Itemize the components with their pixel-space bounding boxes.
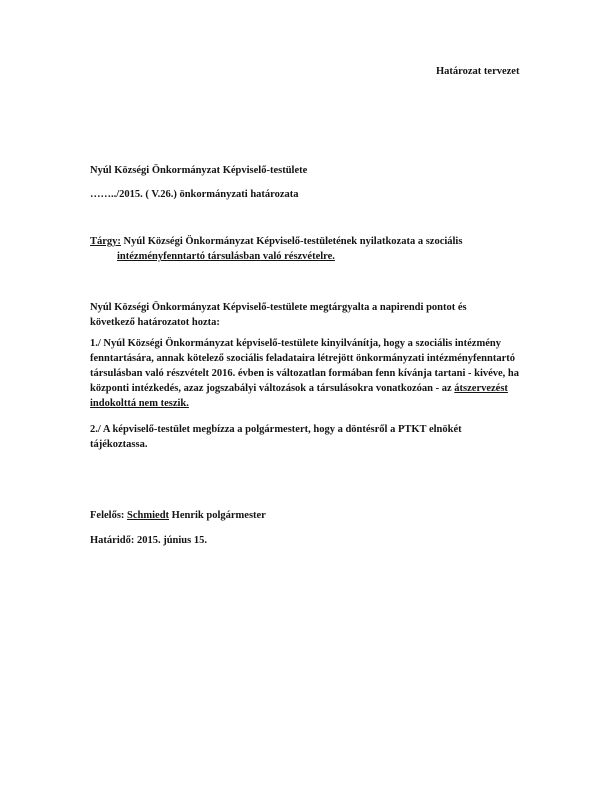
responsible-line (90, 508, 520, 523)
responsible-rest: Henrik polgármester (169, 510, 266, 521)
resolution-number-line: ……../2015. ( V.26.) önkormányzati határozata (90, 189, 299, 200)
resolution-point-1-underlined-clause: átszervezést indokolttá nem teszik. (90, 383, 508, 409)
subject-label: Tárgy: (90, 236, 121, 247)
subject-underlined-phrase: intézményfenntartó társulásban való részvételre. (117, 251, 335, 262)
subject-paragraph (90, 234, 553, 264)
intro-paragraph: Nyúl Községi Önkormányzat Képviselő-testülete megtárgyalta a napirendi pontot és következő határozatot hozta: (90, 302, 467, 328)
responsible-surname: Schmiedt (127, 510, 170, 521)
resolution-point-2: 2./ A képviselő-testület megbízza a polgármestert, hogy a döntésről a PTKT elnökét tájékoztassa. (90, 424, 462, 450)
document-heading: Határozat tervezet (436, 66, 520, 77)
responsible-label: Felelős: (90, 510, 128, 521)
resolution-point-1 (90, 336, 522, 411)
org-name-line: Nyúl Községi Önkormányzat Képviselő-testülete (90, 165, 308, 176)
deadline-line: Határidő: 2015. június 15. (90, 535, 207, 546)
subject-text: Nyúl Községi Önkormányzat Képviselő-testületének nyilatkozata a szociális (120, 236, 463, 247)
resolution-point-1-text: 1./ Nyúl Községi Önkormányzat képviselő-testülete kinyilvánítja, hogy a szociális intézmény fenntartására, annak kötelező szociális feladataira létrejött önkormányzati intézményfenntartó társulásban való részvételt 2016. évben is változatlan formában fenn kívánja tartani - kivéve, ha központi intézkedés, azaz jogszabályi változások a társulásokra vonatkozóan - az (90, 338, 520, 394)
